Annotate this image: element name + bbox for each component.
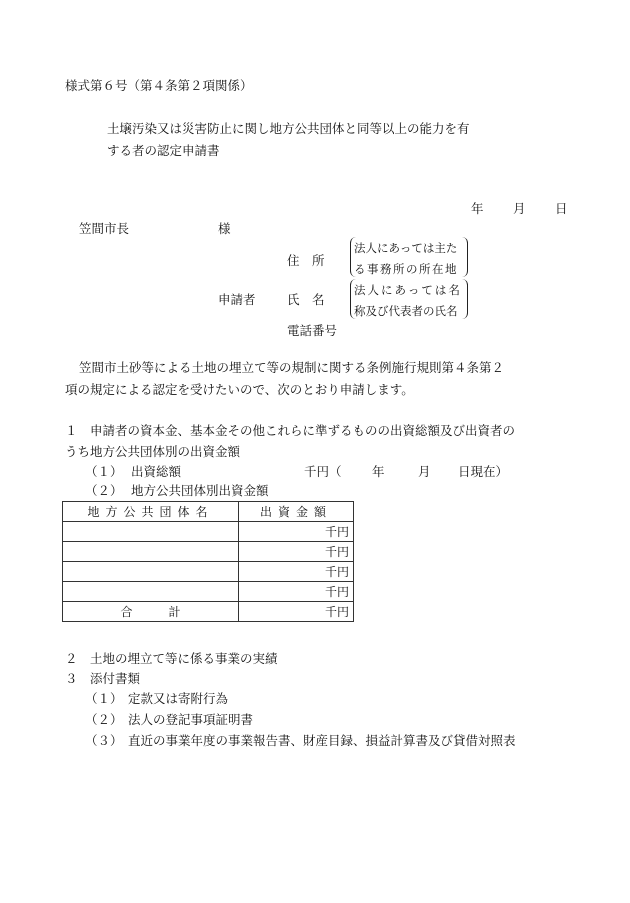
section1-item2-number: （２） xyxy=(85,483,123,498)
attachment-2-number: （２） xyxy=(85,712,123,727)
attachment-2-text: 法人の登記事項証明書 xyxy=(128,712,254,727)
document-title-line1: 土壌汚染又は災害防止に関し地方公共団体と同等以上の能力を有 xyxy=(107,121,470,136)
name-label: 氏 名 xyxy=(287,292,325,307)
table-total-row xyxy=(63,602,354,622)
section2-heading: ２ 土地の埋立て等に係る事業の実績 xyxy=(65,651,278,666)
government-name-cell xyxy=(63,582,239,602)
amount-cell: 千円 xyxy=(239,562,354,582)
section3-heading: ３ 添付書類 xyxy=(65,671,141,686)
header-investment-amount: 出資金額 xyxy=(239,502,354,522)
section1-line2: うち地方公共団体別の出資金額 xyxy=(65,444,241,459)
section1-item1-number: （１） xyxy=(85,464,123,479)
section1-item1-label: 出資総額 xyxy=(131,464,182,479)
document-title-line2: する者の認定申請書 xyxy=(107,143,220,158)
intro-line2: 項の規定による認定を受けたいので、次のとおり申請します。 xyxy=(65,382,414,397)
name-note-line2: 称及び代表者の氏名 xyxy=(354,304,458,318)
table-row xyxy=(63,582,354,602)
attachment-3-text: 直近の事業年度の事業報告書、財産目録、損益計算書及び貸借対照表 xyxy=(128,733,516,748)
section1-item1-day: 日現在） xyxy=(458,464,509,479)
amount-cell: 千円 xyxy=(239,522,354,542)
table-header-row xyxy=(63,502,354,522)
amount-cell: 千円 xyxy=(239,582,354,602)
government-name-cell xyxy=(63,522,239,542)
total-label-cell: 合 計 xyxy=(63,602,239,622)
amount-cell: 千円 xyxy=(239,542,354,562)
date-year-label: 年 xyxy=(471,201,484,216)
government-name-cell xyxy=(63,542,239,562)
form-number: 様式第６号（第４条第２項関係） xyxy=(65,78,253,93)
attachment-3-number: （３） xyxy=(85,733,123,748)
address-label: 住 所 xyxy=(287,253,325,268)
attachment-1-text: 定款又は寄附行為 xyxy=(128,691,229,706)
section1-item1-month: 月 xyxy=(418,464,431,479)
header-government-name: 地方公共団体名 xyxy=(63,502,239,522)
attachment-1-number: （１） xyxy=(85,691,123,706)
investment-table xyxy=(62,501,354,622)
intro-line1: 笠間市土砂等による土地の埋立て等の規制に関する条例施行規則第４条第２ xyxy=(79,360,505,375)
address-note-line1: 法人にあっては主た xyxy=(354,241,458,255)
section1-item2-label: 地方公共団体別出資金額 xyxy=(131,483,269,498)
name-note-line1: 法人にあっては名 xyxy=(354,283,462,297)
applicant-label: 申請者 xyxy=(218,292,256,307)
table-row xyxy=(63,542,354,562)
date-month-label: 月 xyxy=(513,201,526,216)
date-day-label: 日 xyxy=(555,201,568,216)
section1-item1-year: 年 xyxy=(372,464,385,479)
address-note-line2: る事務所の所在地 xyxy=(354,262,458,276)
government-name-cell xyxy=(63,562,239,582)
total-amount-cell: 千円 xyxy=(239,602,354,622)
addressee-name: 笠間市長 xyxy=(79,221,130,236)
phone-label: 電話番号 xyxy=(287,323,338,338)
table-row xyxy=(63,522,354,542)
addressee-honorific: 様 xyxy=(218,221,231,236)
table-row xyxy=(63,562,354,582)
section1-item1-unit: 千円（ xyxy=(304,464,342,479)
section1-line1: １ 申請者の資本金、基本金その他これらに準ずるものの出資総額及び出資者の xyxy=(65,423,516,438)
